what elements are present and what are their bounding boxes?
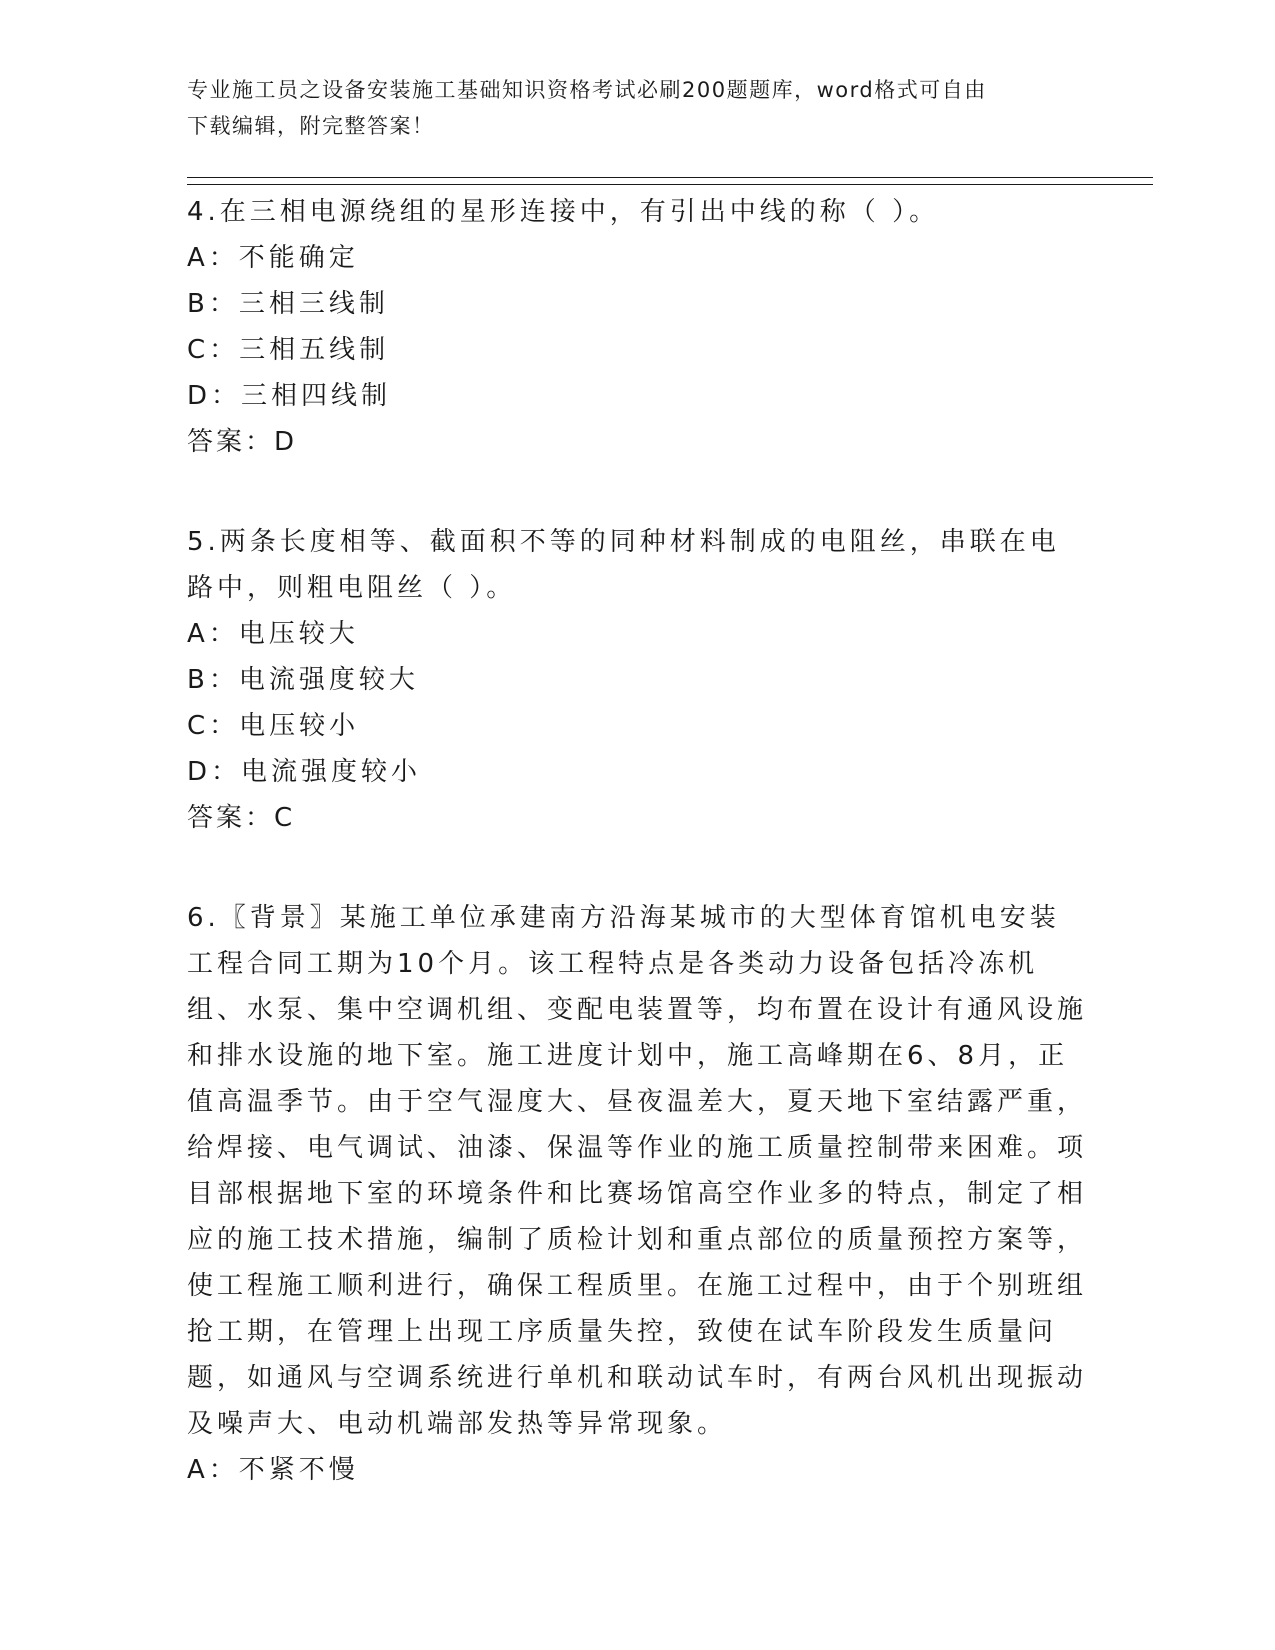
option-b: B：电流强度较大 [187, 665, 419, 695]
header-line-2: 下载编辑，附完整答案！ [187, 114, 435, 138]
question-gap [187, 841, 1087, 895]
option-d: D：电流强度较小 [187, 757, 422, 787]
option-c: C：电压较小 [187, 711, 360, 741]
question-gap [187, 465, 1087, 519]
question-stem: 6.〖背景〗某施工单位承建南方沿海某城市的大型体育馆机电安装工程合同工期为10个月。该工程特点是各类动力设备包括冷冻机组、水泵、集中空调机组、变配电装置等，均布置在设计有通风设施和排水设施的地下室。施工进度计划中，施工高峰期在6、8月，正值高温季节。由于空气湿度大、昼夜温差大，夏天地下室结露严重，给焊接、电气调试、油漆、保温等作业的施工质量控制带来困难。项目部根据地下室的环境条件和比赛场馆高空作业多的特点，制定了相应的施工技术措施，编制了质检计划和重点部位的质量预控方案等，使工程施工顺利进行，确保工程质里。在施工过程中，由于个别班组抢工期，在管理上出现工序质量失控，致使在试车阶段发生质量问题，如通风与空调系统进行单机和联动试车时，有两台风机出现振动及噪声大、电动机端部发热等异常现象。 [187, 903, 1088, 1439]
question-5 [187, 519, 1087, 841]
answer-line: 答案：D [187, 427, 298, 457]
option-c: C：三相五线制 [187, 335, 390, 365]
option-b: B：三相三线制 [187, 289, 389, 319]
header-line-1: 专业施工员之设备安装施工基础知识资格考试必刷200题题库，word格式可自由 [187, 78, 987, 102]
option-a: A：电压较大 [187, 619, 359, 649]
question-stem: 4.在三相电源绕组的星形连接中，有引出中线的称（ ）。 [187, 197, 940, 227]
question-stem: 5.两条长度相等、截面积不等的同种材料制成的电阻丝，串联在电路中，则粗电阻丝（ ）。 [187, 527, 1060, 603]
option-a: A：不能确定 [187, 243, 359, 273]
question-6 [187, 895, 1087, 1493]
answer-line: 答案：C [187, 803, 296, 833]
header-divider [187, 177, 1153, 185]
question-4 [187, 189, 1087, 465]
document-header [187, 72, 1067, 144]
option-d: D：三相四线制 [187, 381, 392, 411]
option-a: A：不紧不慢 [187, 1455, 359, 1485]
questions-list [187, 189, 1087, 1493]
